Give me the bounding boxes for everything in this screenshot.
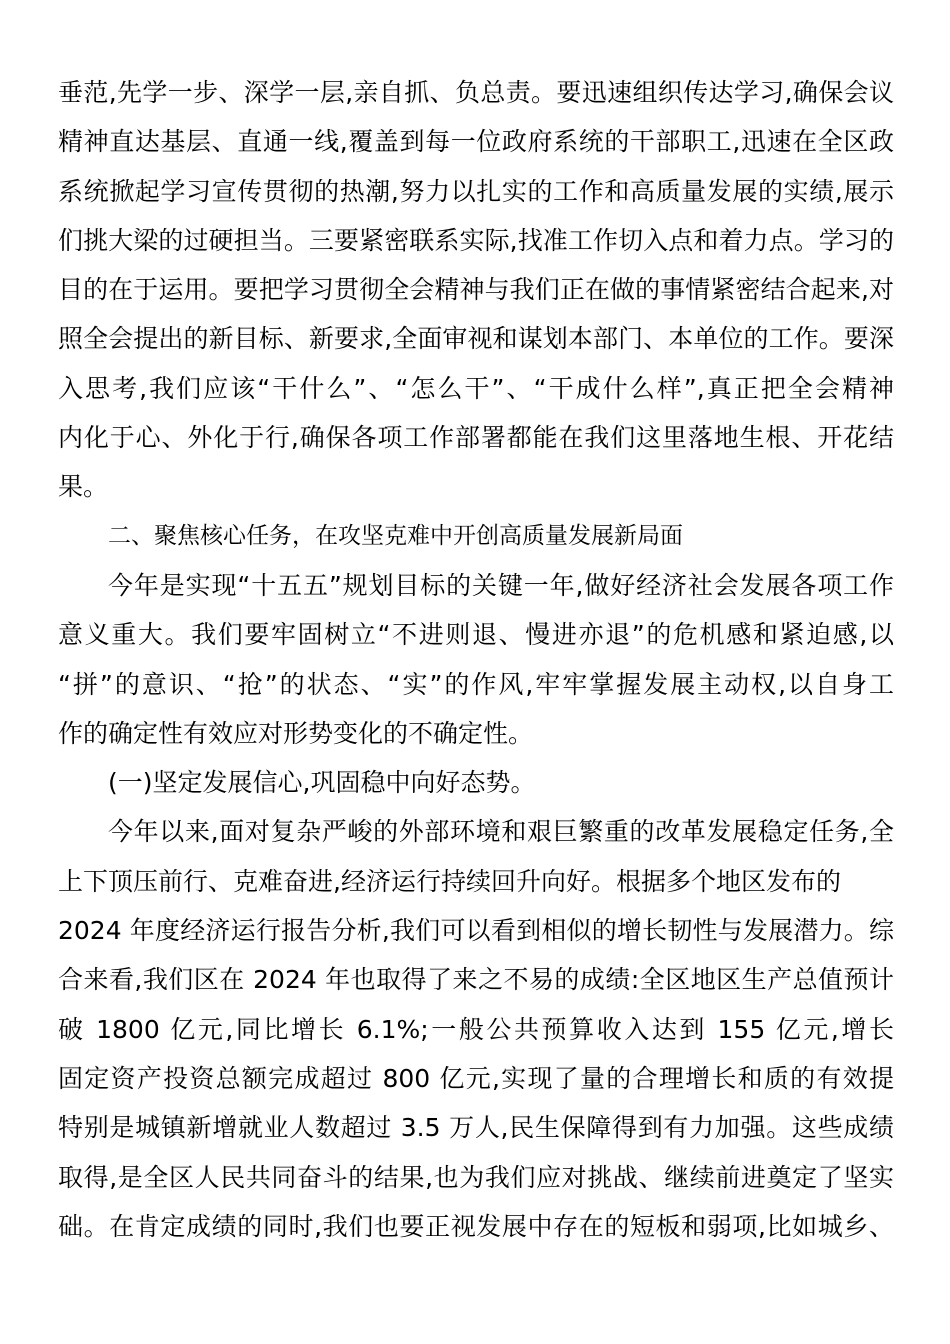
text-line: 精神直达基层、直通一线,覆盖到每一位政府系统的干部职工,迅速在全区政: [58, 127, 894, 157]
text-line: 作的确定性有效应对形势变化的不确定性。: [58, 718, 534, 748]
text-line: 特别是城镇新增就业人数超过 3.5 万人,民生保障得到有力加强。这些成绩: [58, 1113, 894, 1143]
text-line: 照全会提出的新目标、新要求,全面审视和谋划本部门、本单位的工作。要深: [58, 324, 894, 354]
text-line: 入思考,我们应该“干什么”、“怎么干”、“干成什么样”,真正把全会精神: [58, 373, 894, 403]
text-line: 固定资产投资总额完成超过 800 亿元,实现了量的合理增长和质的有效提: [58, 1063, 894, 1093]
text-line: 破 1800 亿元,同比增长 6.1%;一般公共预算收入达到 155 亿元,增长: [58, 1014, 894, 1044]
text-line: 2024 年度经济运行报告分析,我们可以看到相似的增长韧性与发展潜力。综: [58, 916, 894, 946]
text-line: 垂范,先学一步、深学一层,亲自抓、负总责。要迅速组织传达学习,确保会议: [58, 78, 894, 107]
text-line: 今年以来,面对复杂严峻的外部环境和艰巨繁重的改革发展稳定任务,全: [108, 817, 894, 847]
text-line: 目的在于运用。要把学习贯彻全会精神与我们正在做的事情紧密结合起来,对: [58, 275, 894, 305]
text-line: 取得,是全区人民共同奋斗的结果,也为我们应对挑战、继续前进奠定了坚实: [58, 1162, 894, 1192]
text-line: 系统掀起学习宣传贯彻的热潮,努力以扎实的工作和高质量发展的实绩,展示: [58, 176, 894, 206]
text-line: 础。在肯定成绩的同时,我们也要正视发展中存在的短板和弱项,比如城乡、: [58, 1211, 894, 1241]
text-line: 合来看,我们区在 2024 年也取得了来之不易的成绩:全区地区生产总值预计: [58, 965, 894, 995]
document-body: [58, 68, 894, 1251]
text-line: 今年是实现“十五五”规划目标的关键一年,做好经济社会发展各项工作: [108, 570, 894, 600]
text-line: 内化于心、外化于行,确保各项工作部署都能在我们这里落地生根、开花结: [58, 423, 894, 453]
section-heading: 二、聚焦核心任务，在攻坚克难中开创高质量发展新局面: [108, 522, 683, 549]
text-line: 意义重大。我们要牢固树立“不进则退、慢进亦退”的危机感和紧迫感,以: [58, 620, 894, 650]
text-line: 上下顶压前行、克难奋进,经济运行持续回升向好。根据多个地区发布的: [58, 866, 841, 896]
text-line: 果。: [58, 472, 109, 502]
text-line: 们挑大梁的过硬担当。三要紧密联系实际,找准工作切入点和着力点。学习的: [58, 225, 894, 255]
text-line: (一)坚定发展信心,巩固稳中向好态势。: [108, 768, 536, 798]
text-line: “拼”的意识、“抢”的状态、“实”的作风,牢牢掌握发展主动权,以自身工: [58, 669, 894, 699]
